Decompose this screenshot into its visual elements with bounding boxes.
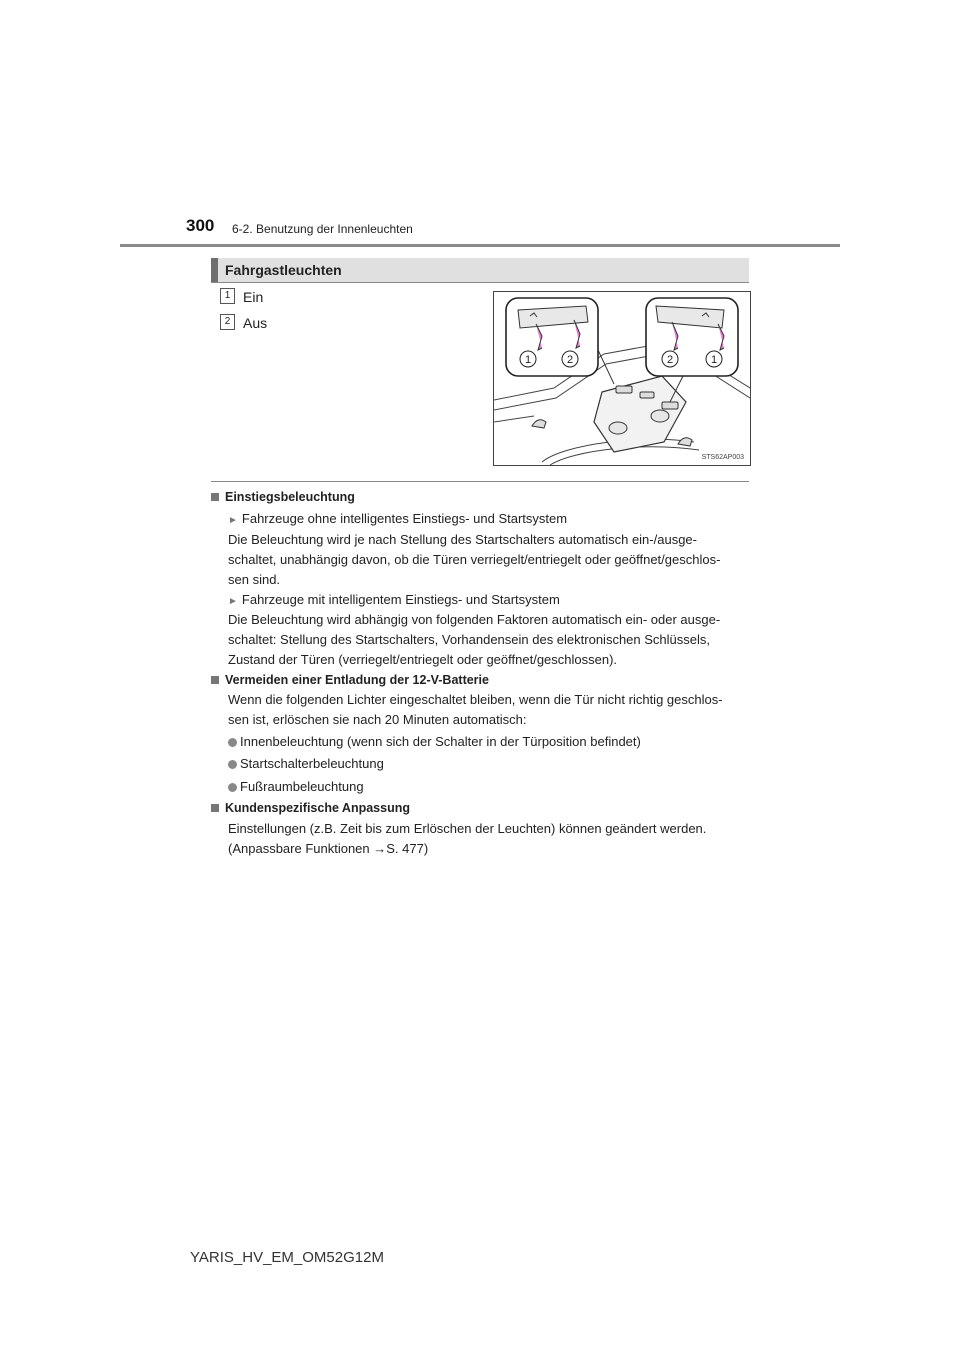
list-item: [228, 756, 384, 771]
list-item-text: Startschalterbeleuchtung: [240, 756, 384, 771]
section-heading-rule: [211, 282, 749, 283]
callout-label: 2: [666, 354, 674, 366]
text-line: Wenn die folgenden Lichter eingeschaltet bleiben, wenn die Tür nicht richtig geschlos-: [228, 692, 723, 707]
callout-label: 1: [710, 354, 718, 366]
circle-bullet-icon: [228, 783, 237, 792]
section-heading-bar: [211, 258, 749, 282]
condition-text: Fahrzeuge ohne intelligentes Einstiegs- und Startsystem: [241, 511, 568, 526]
item-number-badge: 2: [220, 314, 235, 330]
text-line: sen ist, erlöschen sie nach 20 Minuten automatisch:: [228, 712, 527, 727]
item-label-aus: Aus: [243, 315, 268, 331]
list-item: [228, 779, 364, 794]
text-line: schaltet, unabhängig davon, ob die Türen verriegelt/entriegelt oder geöffnet/geschlos-: [228, 552, 721, 567]
interior-light-illustration: [493, 291, 751, 466]
paragraph-einstieg-1: [228, 530, 748, 590]
list-item-text: Fußraumbeleuchtung: [240, 779, 364, 794]
square-bullet-icon: [211, 676, 219, 684]
paragraph-einstieg-2: [228, 610, 748, 670]
content-divider: [211, 481, 749, 482]
interior-light-drawing: [494, 292, 750, 465]
header-divider: [120, 244, 840, 247]
heading-text: Kundenspezifische Anpassung: [225, 801, 410, 815]
item-label-ein: Ein: [243, 289, 264, 305]
footer-document-code: YARIS_HV_EM_OM52G12M: [190, 1249, 384, 1266]
square-bullet-icon: [211, 804, 219, 812]
figure-id: STS62AP003: [701, 454, 744, 461]
triangle-right-icon: ►: [228, 596, 238, 607]
text-line: sen sind.: [228, 572, 281, 587]
heading-einstiegsbeleuchtung: [211, 490, 355, 504]
circle-bullet-icon: [228, 760, 237, 769]
condition-text: Fahrzeuge mit intelligentem Einstiegs- und Startsystem: [241, 592, 560, 607]
item-number-badge: 1: [220, 288, 235, 304]
heading-text: Einstiegsbeleuchtung: [225, 490, 355, 504]
heading-anpassung: [211, 801, 410, 815]
condition-with-smart-key: [228, 592, 560, 607]
heading-batterie: [211, 673, 489, 687]
page-number: 300: [186, 216, 215, 235]
section-heading-accent: [211, 258, 218, 282]
text-line: Die Beleuchtung wird je nach Stellung des Startschalters automatisch ein-/ausge-: [228, 532, 697, 547]
section-heading-title: Fahrgastleuchten: [225, 262, 342, 278]
callout-label: 1: [524, 354, 532, 366]
callout-label: 2: [566, 354, 574, 366]
text-line: schaltet: Stellung des Startschalters, Vorhandensein des elektronischen Schlüssels,: [228, 632, 710, 647]
paragraph-anpassung: [228, 819, 748, 859]
heading-text: Vermeiden einer Entladung der 12-V-Batterie: [225, 673, 489, 687]
text-line: Die Beleuchtung wird abhängig von folgenden Faktoren automatisch ein- oder ausge-: [228, 612, 721, 627]
condition-no-smart-key: [228, 511, 567, 526]
text-line: Zustand der Türen (verriegelt/entriegelt oder geöffnet/geschlossen).: [228, 652, 618, 667]
list-item: [228, 734, 641, 749]
circle-bullet-icon: [228, 738, 237, 747]
chapter-section-title: 6-2. Benutzung der Innenleuchten: [232, 222, 413, 236]
text-line: Einstellungen (z.B. Zeit bis zum Erlöschen der Leuchten) können geändert werden.: [228, 821, 707, 836]
paragraph-batterie: [228, 690, 748, 730]
list-item-text: Innenbeleuchtung (wenn sich der Schalter in der Türposition befindet): [240, 734, 641, 749]
square-bullet-icon: [211, 493, 219, 501]
triangle-right-icon: ►: [228, 515, 238, 526]
cross-reference-link[interactable]: (Anpassbare Funktionen →S. 477): [228, 841, 429, 856]
